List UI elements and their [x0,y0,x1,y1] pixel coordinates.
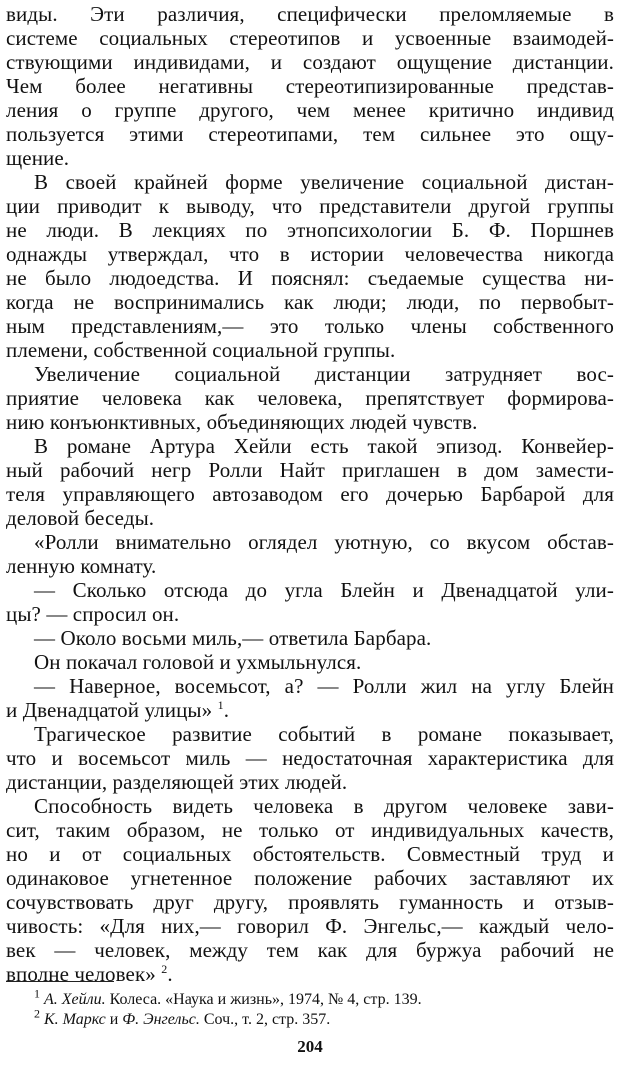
text-line: деловой беседы. [6,506,155,530]
text-line: ленную комнату. [6,554,157,578]
paragraph-first-line: — Наверное, восемьсот, а? — Ролли жил на углу Блейн [34,674,614,698]
text-line: сит, таким образом, не только от индивидуальных качеств, [6,818,614,842]
footnote-separator [6,981,114,982]
text-line: ции приводит к выводу, что представители другой группы [6,194,614,218]
text-line: и Двенадцатой улицы» [6,698,213,722]
footnote-number: 2 [34,1006,40,1021]
text-line: ления о группе другого, чем менее критично индивид [6,98,614,122]
text-line: когда не воспринимались как люди; люди, по первобыт- [6,290,614,314]
paragraph-first-line: Он покачал головой и ухмыльнулся. [34,650,362,674]
text-line: что и восемьсот миль — недостаточная характеристика для [6,746,614,770]
text-line: дистанции, разделяющей этих людей. [6,770,348,794]
text-line: ный рабочий негр Ролли Найт приглашен в дом замести- [6,458,614,482]
text-line: не было людоедства. И пояснял: съедаемые существа ни- [6,266,614,290]
text-line: теля управляющего автозаводом его дочерью Барбарой для [6,482,614,506]
text-line: век — человек, между тем как для буржуа рабочий не [6,938,614,962]
text-line: одинаковое угнетенное положение рабочих заставляют их [6,866,614,890]
footnote-number: 1 [34,986,40,1001]
footnote-text: Колеса. «Наука и жизнь», 1974, № 4, стр. 139. [109,991,422,1008]
paragraph-first-line: В романе Артура Хейли есть такой эпизод. Конвейер- [34,434,614,458]
text-line: виды. Эти различия, специфически преломляемые в [6,2,614,26]
text-line: нию конъюнктивных, объединяющих людей чувств. [6,410,478,434]
footnote-conjunction: и [109,1011,119,1028]
text-line: приятие человека как человека, препятствует формирова- [6,386,614,410]
footnote-1 [34,986,614,1010]
text-line: Чем более негативны стереотипизированные представ- [6,74,614,98]
text-line: ствующими индивидами, и создают ощущение дистанции. [6,50,614,74]
text-line: сочувствовать друг другу, проявлять гуманность и отзыв- [6,890,614,914]
footnote-author: К. Маркс [44,1011,106,1028]
footnote-author: Ф. Энгельс. [122,1011,200,1028]
paragraph-first-line: Увеличение социальной дистанции затрудняет вос- [34,362,614,386]
page-number: 204 [297,1037,323,1056]
text-line-with-footnote-ref: и Двенадцатой улицы» $^1$. [6,698,230,722]
paragraph-first-line: — Сколько отсюда до угла Блейн и Двенадцатой ули- [34,578,614,602]
text-line: щение. [6,146,70,170]
paragraph-first-line: В своей крайней форме увеличение социальной дистан- [34,170,614,194]
text-line: цы? — спросил он. [6,602,180,626]
footnote-text: Соч., т. 2, стр. 357. [203,1011,331,1028]
paragraph-first-line: Способность видеть человека в другом человеке зави- [34,794,614,818]
text-line-with-footnote-ref: вполне человек» $^2$. [6,962,173,986]
text-line: ным представлениям,— это только члены собственного [6,314,614,338]
text-line: вполне человек» [6,962,156,986]
paragraph-first-line: — Около восьми миль,— ответила Барбара. [34,626,432,650]
text-line: системе социальных стереотипов и усвоенные взаимодей- [6,26,614,50]
paragraph-first-line: «Ролли внимательно оглядел уютную, со вкусом обстав- [34,530,614,554]
footnote-2 [34,1006,614,1030]
footnote-ref-1: 1 [217,698,224,712]
text-line: пользуется этими стереотипами, тем сильнее это ощу- [6,122,614,146]
text-line: но и от социальных обстоятельств. Совместный труд и [6,842,614,866]
text-line: однажды утверждал, что в истории человечества никогда [6,242,614,266]
text-line: племени, собственной социальной группы. [6,338,396,362]
footnote-author: А. Хейли. [44,991,106,1008]
text-line: не люди. В лекциях по этнопсихологии Б. Ф. Поршнев [6,218,614,242]
text-line: чивость: «Для них,— говорил Ф. Энгельс,— каждый чело- [6,914,614,938]
footnote-ref-2: 2 [161,962,168,976]
paragraph-first-line: Трагическое развитие событий в романе показывает, [34,722,614,746]
